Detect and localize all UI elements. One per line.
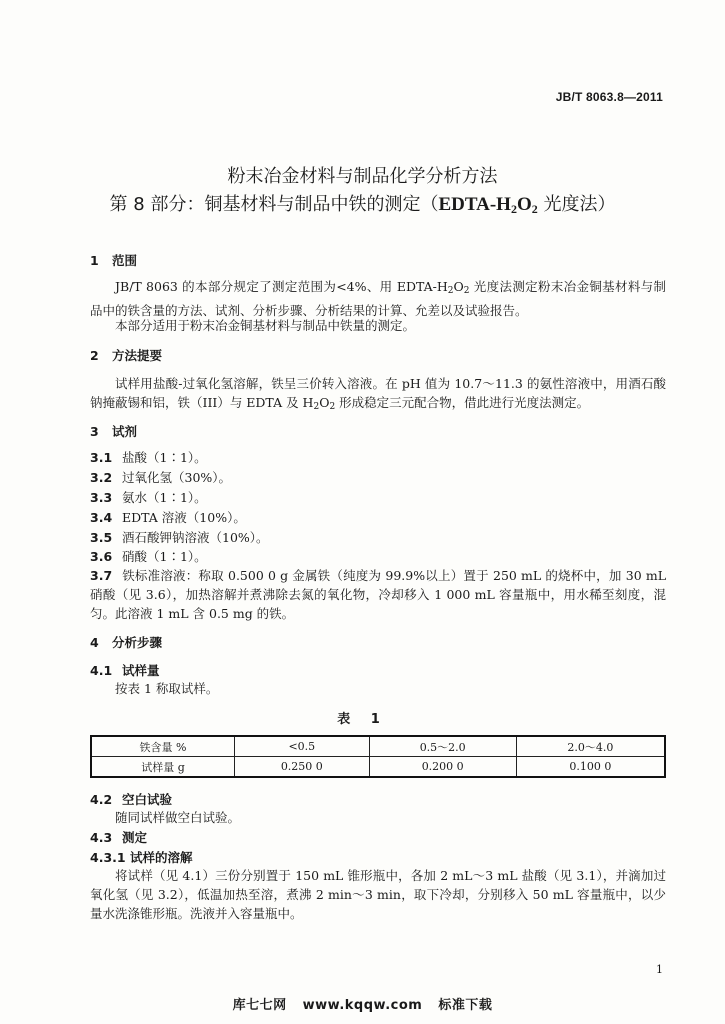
standard-code: JB/T 8063.8—2011 [555,90,663,104]
table-cell: 0.5～2.0 [369,736,516,757]
table-row [91,736,665,757]
section-4-heading: 4 分析步骤 [90,635,163,650]
reagent-item: 3.1 盐酸（1∶1）。 [90,450,207,465]
section-4-2-text: 随同试样做空白试验。 [115,810,241,825]
watermark-footer [0,994,725,1013]
section-2-paragraph: 试样用盐酸-过氧化氢溶解，铁呈三价转入溶液。在 pH 值为 10.7～11.3 的氨性溶液中，用酒石酸钠掩蔽锡和铝，铁（III）与 EDTA 及 $H_2O_2$ 形成稳定三元配合物，借此进行光度法测定。 [90,376,666,412]
section-1-heading: 1 范围 [90,253,138,268]
sample-mass-table [90,735,666,778]
table-cell: 0.200 0 [369,757,516,778]
footer-site-name: 库七七网 [232,998,287,1013]
section-4-1-heading: 4.1 试样量 [90,663,160,678]
table-cell: <0.5 [235,736,370,757]
footer-tagline: 标准下载 [438,998,493,1013]
reagent-item: 3.6 硝酸（1∶1）。 [90,549,207,564]
section-4-1-text: 按表 1 称取试样。 [115,681,219,696]
reagent-item: 3.3 氨水（1∶1）。 [90,490,207,505]
section-1-paragraph-1: JB/T 8063 的本部分规定了测定范围为<4%、用 EDTA-$H_2O_2$ 光度法测定粉末冶金铜基材料与制品中的铁含量的方法、试剂、分析步骤、分析结果的计算、允差以及试验报告。 [90,279,667,318]
section-4-3-heading: 4.3 测定 [90,830,148,845]
section-4-3-1-heading: 4.3.1 试样的溶解 [90,850,193,865]
section-4-2-heading: 4.2 空白试验 [90,792,173,807]
document-subtitle: 第 8 部分：铜基材料与制品中铁的测定（$EDTA-H_2O_2$ 光度法） [109,194,616,216]
table-title: 表 1 [337,712,388,727]
table-cell: 0.250 0 [235,757,370,778]
reagent-item-3-7: 3.7 铁标准溶液：称取 0.500 0 g 金属铁（纯度为 99.9%以上）置于 250 mL 的烧杯中，加 30 mL 硝酸（见 3.6），加热溶解并煮沸除去氮的氧化物，冷却移入 1 000 mL 容量瓶中，用水稀至刻度，混匀。此溶液 1 mL 含 0.5 mg 的铁。 [90,568,666,621]
page-number: 1 [656,963,663,976]
section-2-heading: 2 方法提要 [90,348,163,363]
section-4-3-1-text: 将试样（见 4.1）三份分别置于 150 mL 锥形瓶中，各加 2 mL～3 mL 盐酸（见 3.1），并滴加过氧化氢（见 3.2），低温加热至溶，煮沸 2 min～3 min，取下冷却，分别移入 50 mL 容量瓶中，以少量水洗涤锥形瓶。洗液并入容量瓶中。 [90,868,666,921]
reagent-item: 3.2 过氧化氢（30%）。 [90,470,232,485]
section-3-heading: 3 试剂 [90,424,138,439]
footer-site-url[interactable]: www.kqqw.com [302,998,423,1013]
table-cell: 铁含量 % [91,736,235,757]
table-cell: 试样量 g [91,757,235,778]
table-cell: 0.100 0 [516,757,665,778]
reagent-item: 3.4 EDTA 溶液（10%）。 [90,510,246,525]
section-1-paragraph-2: 本部分适用于粉末冶金铜基材料与制品中铁量的测定。 [115,318,416,333]
document-title: 粉末冶金材料与制品化学分析方法 [227,166,498,187]
table-row [91,757,665,778]
table-cell: 2.0～4.0 [516,736,665,757]
reagent-item: 3.5 酒石酸钾钠溶液（10%）。 [90,530,269,545]
